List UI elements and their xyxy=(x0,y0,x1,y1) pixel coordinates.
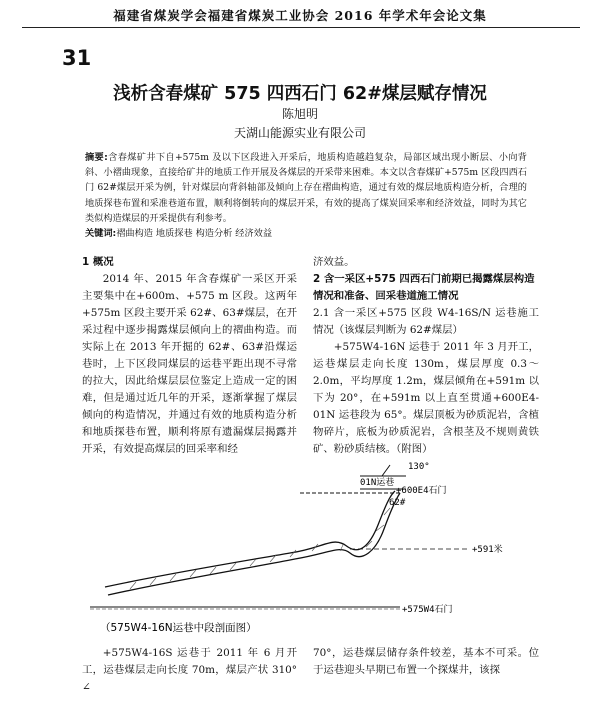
label-591: +591米 xyxy=(472,545,503,555)
cross-section-figure xyxy=(50,455,550,635)
left-column xyxy=(82,254,297,458)
section-1-paragraph: 2014 年、2015 年含春煤矿一采区开采主要集中在+600m、+575 m 区段。这两年+575m 区段主要开采 62#、63#煤层，在开采过程中逐步揭露煤层倾向上的褶曲构造。而实际上在 2013 年开掘的 62#、63#沿煤运巷时，上下区段同煤层的运巷平距出现不寻常的拉大，因此给煤层层位鉴定上造成一定的困难，但是通过近几年的开采，逐渐掌握了煤层倾向的构造情况，并通过有效的地质构造分析和地质探巷布置，顺利将原有遗漏煤层揭露并开采，有效提高煤层的回采率和经 xyxy=(82,273,297,455)
keywords-label: 关键词: xyxy=(85,228,117,239)
bottom-left-text xyxy=(82,645,297,696)
label-575: +575W4石门 xyxy=(402,605,453,615)
abstract-label: 摘要: xyxy=(85,152,108,163)
bottom-right-paragraph: 70°，运巷煤层储存条件较差，基本不可采。位于运巷迎头早期已布置一个探煤井，该探 xyxy=(313,647,539,676)
paper-title: 浅析含春煤矿 575 四西石门 62#煤层赋存情况 xyxy=(113,84,487,104)
author: 陈旭明 xyxy=(281,107,318,121)
keywords xyxy=(85,225,527,239)
section-2-heading: 2 含一采区+575 四西石门前期已揭露煤层构造情况和准备、回采巷道施工情况 xyxy=(313,273,535,302)
header-rule xyxy=(22,27,580,28)
bottom-left-paragraph: +575W4-16S 运巷于 2011 年 6 月开工，运巷煤层走向长度 70m，煤层产状 310° ∠ xyxy=(82,647,297,693)
figure-caption: （575W4-16N运巷中段剖面图） xyxy=(100,622,257,634)
right-column xyxy=(313,254,539,458)
label-62: 62# xyxy=(389,498,406,508)
abstract-text: 含春煤矿井下自+575m 及以下区段进入开采后，地质构造越趋复杂，局部区域出现小断层、小向背斜、小褶曲现象，直接给矿井的地质工作开展及各煤层的开采带来困难。本文以含春煤矿+575m 区段四西石门 62#煤层开采为例，针对煤层向背斜轴部及倾向上存在褶曲构造，通过有效的煤层地质构造分析，合理的地质探巷布置和采准巷道布置，顺利将倒转向的煤层开采，有效的提高了煤炭回采率和经济效益，同时为其它类似构造煤层的开采提供有利参考。 xyxy=(85,152,527,224)
label-600: +600E4石门 xyxy=(396,486,447,496)
section-1-heading: 1 概况 xyxy=(82,256,114,268)
bottom-right-text xyxy=(313,645,539,679)
running-head: 福建省煤炭学会福建省煤炭工业协会 2016 年学术年会论文集 xyxy=(113,8,487,23)
section-2-1-heading: 2.1 含一采区+575 区段 W4-16S/N 运巷施工情况（该煤层判断为 62#煤层） xyxy=(313,307,539,336)
label-01n: 01N运巷 xyxy=(360,478,395,488)
section-2-1-paragraph: +575W4-16N 运巷于 2011 年 3 月开工，运巷煤层走向长度 130m，煤层厚度 0.3～2.0m，平均厚度 1.2m，煤层倾角在+591m 以下为 20°，在+591m 以上直至贯通+600E4-01N 运巷段为 65°。煤层顶板为砂质泥岩，含植物碎片，底板为砂质泥岩，含根茎及不规则黄铁矿、粉砂质结核。（附图） xyxy=(313,341,539,455)
affiliation: 天湖山能源实业有限公司 xyxy=(233,126,366,140)
paper-number: 31 xyxy=(62,46,92,70)
keywords-text: 褶曲构造 地质探巷 构造分析 经济效益 xyxy=(116,228,273,239)
section-1-continuation: 济效益。 xyxy=(313,256,355,268)
abstract xyxy=(85,150,527,226)
label-130: 130° xyxy=(408,462,430,472)
